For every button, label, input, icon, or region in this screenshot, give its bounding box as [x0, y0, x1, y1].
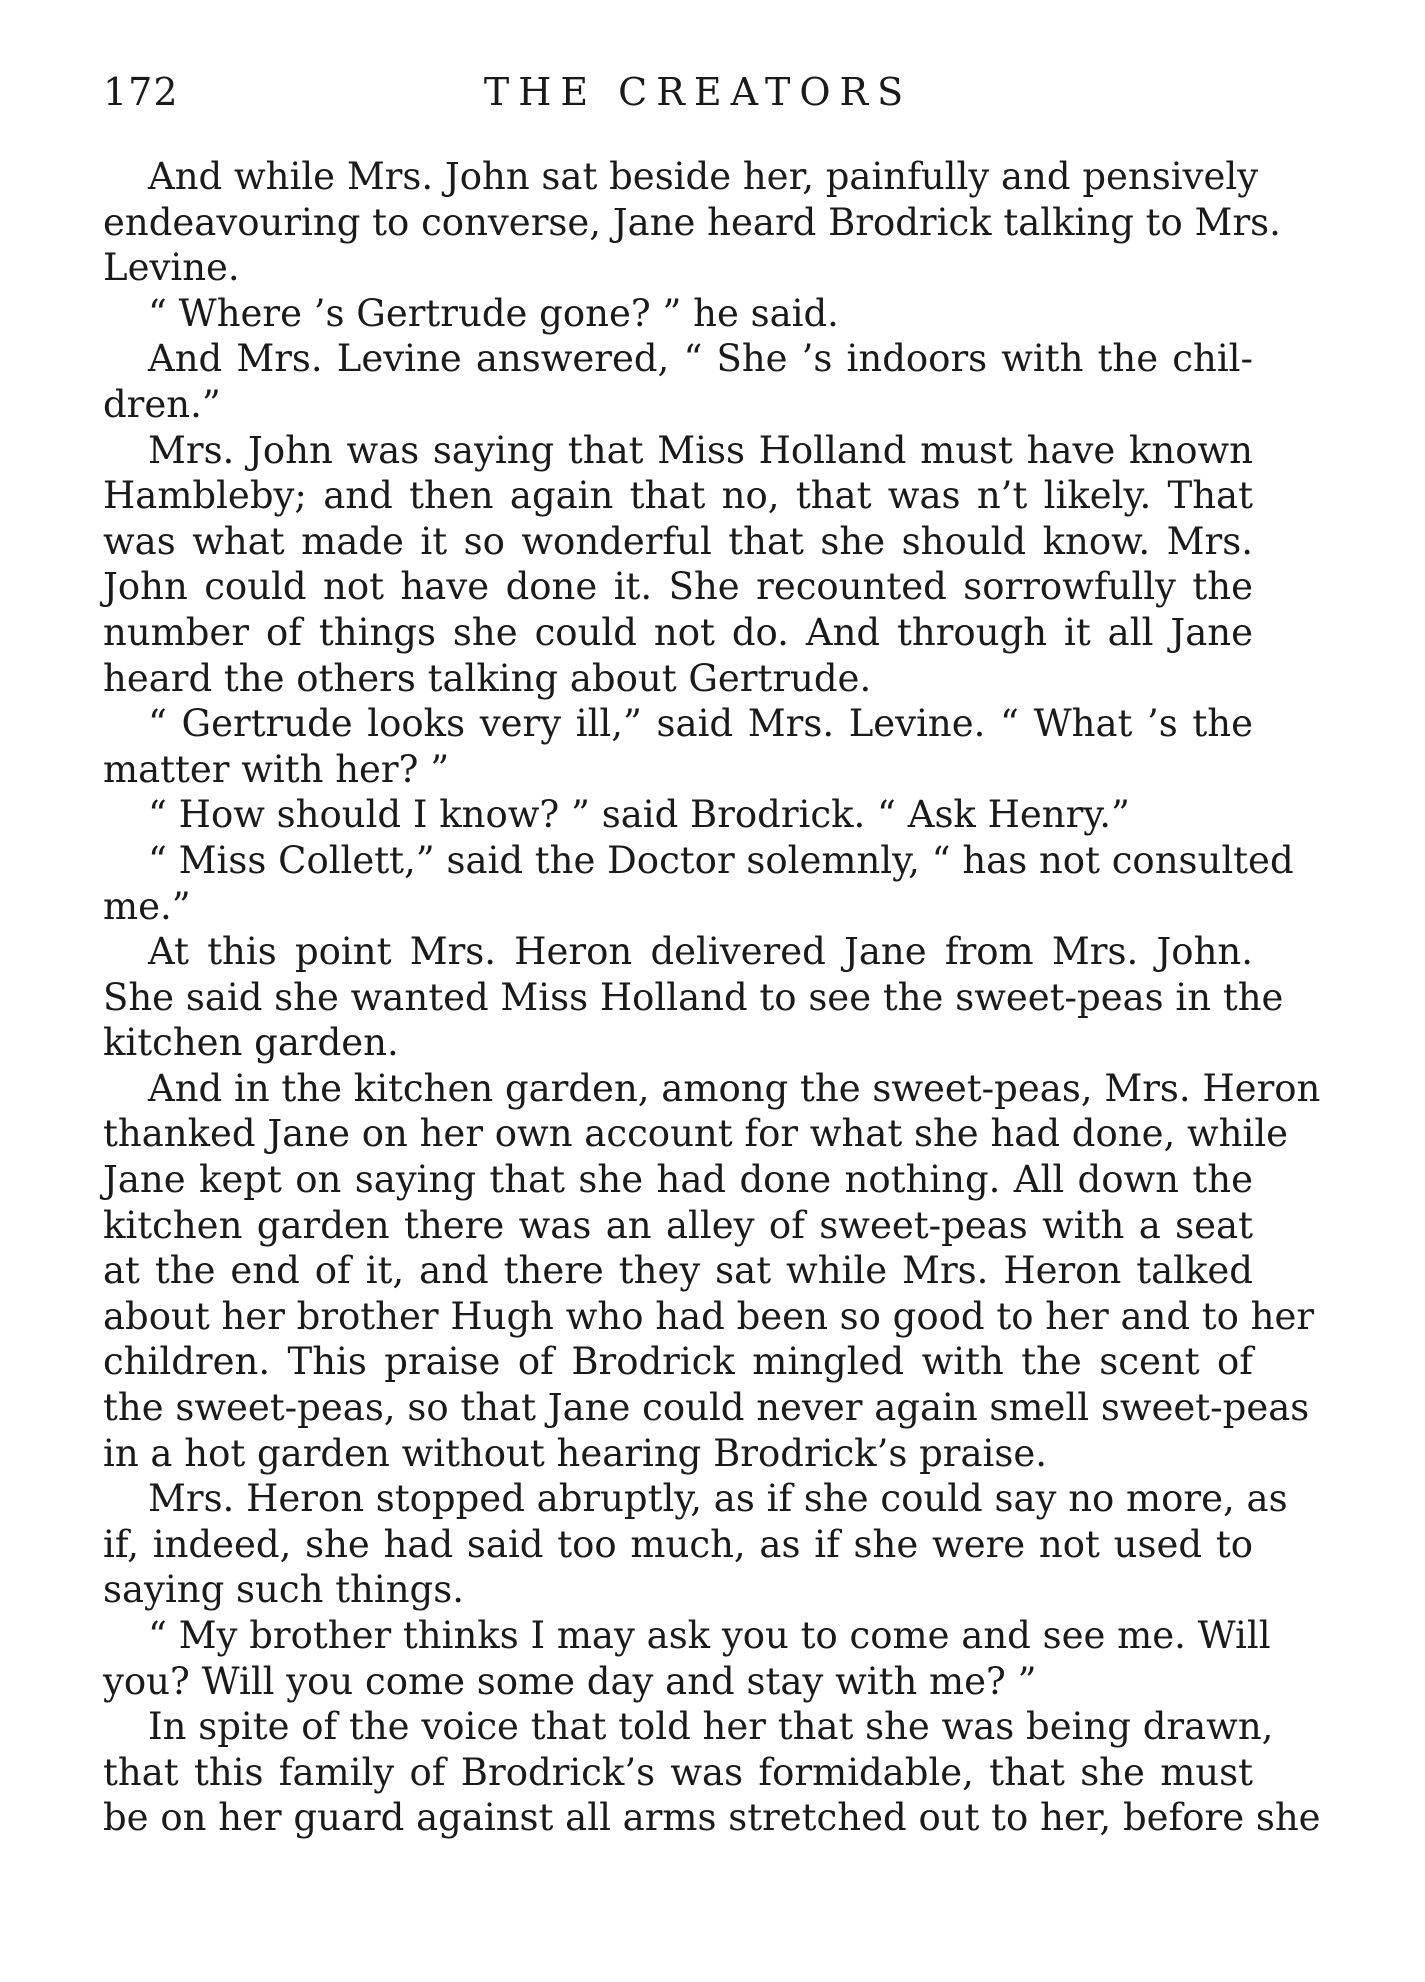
text-line: in a hot garden without hearing Brodrick’s praise.: [103, 1431, 1048, 1475]
text-line: matter with her? ”: [103, 747, 450, 791]
text-line: kitchen garden there was an alley of sweet-peas with a seat: [103, 1203, 1253, 1247]
text-line: heard the others talking about Gertrude.: [103, 656, 872, 700]
text-line: if, indeed, she had said too much, as if she were not used to: [103, 1522, 1253, 1566]
text-line: Mrs. Heron stopped abruptly, as if she could say no more, as: [148, 1477, 1288, 1521]
text-line: Mrs. John was saying that Miss Holland must have known: [148, 428, 1253, 472]
text-line: She said she wanted Miss Holland to see the sweet-peas in the: [103, 975, 1284, 1019]
text-line: about her brother Hugh who had been so good to her and to her: [103, 1294, 1315, 1338]
text-line: At this point Mrs. Heron delivered Jane from Mrs. John.: [148, 930, 1253, 974]
text-line: the sweet-peas, so that Jane could never again smell sweet-peas: [103, 1386, 1310, 1430]
text-line: you? Will you come some day and stay with me? ”: [103, 1659, 1037, 1703]
text-line: John could not have done it. She recounted sorrowfully the: [103, 565, 1253, 609]
text-line: thanked Jane on her own account for what she had done, while: [103, 1112, 1289, 1156]
text-line: be on her guard against all arms stretched out to her, before she: [103, 1796, 1321, 1840]
text-line: Hambleby; and then again that no, that was n’t likely. That: [103, 474, 1253, 518]
body-text: [103, 154, 1321, 1841]
text-line: “ My brother thinks I may ask you to come and see me. Will: [148, 1614, 1271, 1657]
text-line: And while Mrs. John sat beside her, painfully and pensively: [148, 155, 1259, 198]
text-line: at the end of it, and there they sat while Mrs. Heron talked: [103, 1249, 1253, 1293]
running-head: [103, 70, 1253, 130]
text-line: me.”: [103, 884, 191, 928]
text-line: “ Gertrude looks very ill,” said Mrs. Levine. “ What ’s the: [148, 702, 1253, 746]
text-line: was what made it so wonderful that she should know. Mrs.: [103, 519, 1253, 563]
text-line: saying such things.: [103, 1568, 464, 1612]
text-line: children. This praise of Brodrick mingled with the scent of: [103, 1340, 1253, 1384]
text-line: dren.”: [103, 382, 221, 426]
page-number: 172: [103, 70, 179, 114]
text-line: Levine.: [103, 246, 240, 290]
text-line: that this family of Brodrick’s was formidable, that she must: [103, 1750, 1253, 1794]
text-line: number of things she could not do. And through it all Jane: [103, 610, 1253, 654]
text-line: “ Where ’s Gertrude gone? ” he said.: [148, 291, 839, 335]
running-title: THE CREATORS: [483, 70, 913, 114]
text-line: And in the kitchen garden, among the sweet-peas, Mrs. Heron: [148, 1066, 1321, 1110]
text-line: “ How should I know? ” said Brodrick. “ Ask Henry.”: [148, 793, 1130, 837]
text-line: And Mrs. Levine answered, “ She ’s indoors with the chil-: [148, 337, 1253, 381]
text-line: Jane kept on saying that she had done nothing. All down the: [103, 1158, 1253, 1202]
text-line: kitchen garden.: [103, 1021, 399, 1065]
text-line: endeavouring to converse, Jane heard Brodrick talking to Mrs.: [103, 200, 1281, 244]
text-line: “ Miss Collett,” said the Doctor solemnly, “ has not consulted: [148, 838, 1294, 882]
text-line: In spite of the voice that told her that she was being drawn,: [148, 1705, 1274, 1749]
